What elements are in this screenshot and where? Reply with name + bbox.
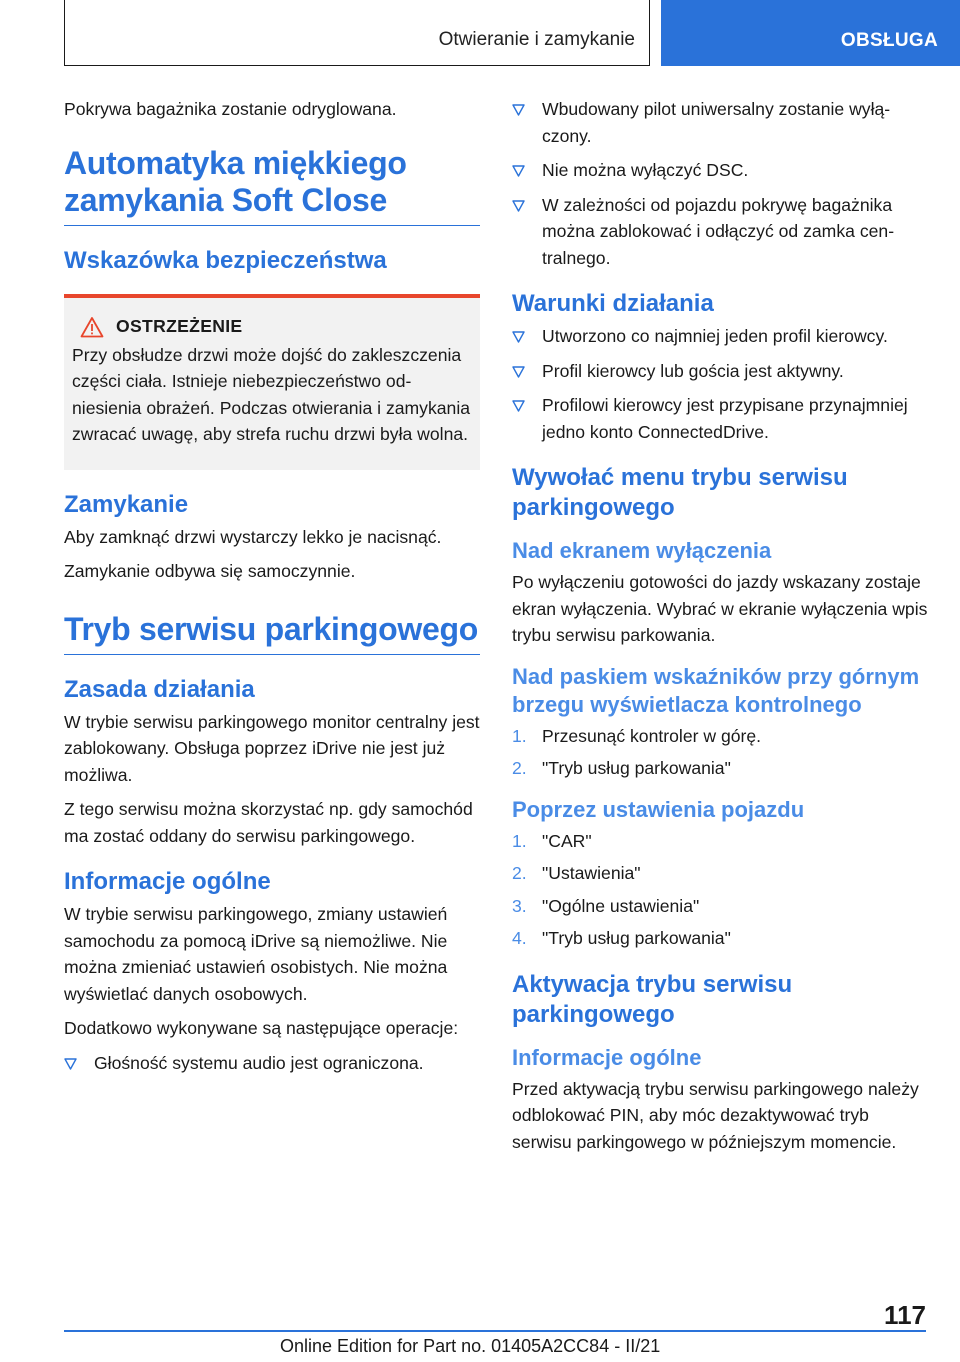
section-title-box [64,0,650,66]
step-number: 2. [512,863,527,883]
list-item-text: Utworzono co najmniej jeden profil kierowcy. [542,326,888,346]
closing-text-2: Zamykanie odbywa się samoczynnie. [64,561,356,581]
heading-general-info: Informacje ogólne [64,868,271,895]
triangle-bullet-icon [512,104,525,116]
step-text: "Tryb usług parkowania" [542,928,731,948]
steps-list-1 [512,723,928,782]
step-item [512,925,928,952]
closing-text-1: Aby zamknąć drzwi wystarczy lekko je nacisnąć. [64,526,442,547]
step-text: "CAR" [542,830,592,851]
heading-conditions: Warunki działania [512,290,714,317]
steps-list-2 [512,828,928,952]
right-bullet-list-2 [512,323,928,445]
footer-edition: Online Edition for Part no. 01405A2CC84 - II/21 [280,1336,661,1356]
list-item [512,96,928,149]
left-column [64,96,480,1086]
principle-text-1: W trybie serwisu parkingowego monitor centralny jest zablokowany. Obsługa poprzez iDrive nie jest już możliwa. [64,711,480,785]
footer-divider [64,1330,926,1332]
heading-closing: Zamykanie [64,490,189,518]
principle-text-2: Z tego serwisu można skorzystać np. gdy samochód ma zostać oddany do serwisu parkingowego. [64,799,473,846]
chapter-tab-label: OBSŁUGA [840,30,938,51]
list-item-text: Głośność systemu audio jest ograniczona. [94,1052,424,1073]
heading-call-menu: Wywołać menu trybu serwisu parkingowego [512,464,848,521]
list-item-text: Profilowi kierowcy jest przypisane przynajmniej jedno konto ConnectedDrive. [542,395,908,442]
heading-principle: Zasada działania [64,675,255,703]
triangle-bullet-icon [64,1058,77,1070]
heading-parking-service: Tryb serwisu parkingowego [64,611,480,655]
step-item [512,755,928,782]
general-text-1: W trybie serwisu parkingowego, zmiany ustawień samochodu za pomocą iDrive są niemożliwe. Nie można zmieniać ustawień osobistych. Nie można wyświetlać danych osobowych. [64,904,448,1004]
step-text: Przesunąć kontroler w górę. [542,725,762,746]
list-item-text: Profil kierowcy lub gościa jest aktywny. [542,360,844,381]
list-item [512,323,928,350]
warning-title: OSTRZEŻENIE [116,316,243,336]
step-item [512,860,928,887]
list-item-text: W zależności od pojazdu pokrywę bagażnika można zablokować i odłączyć od zamka centralnego. [542,194,895,268]
list-item [64,1050,480,1077]
step-number: 3. [512,895,527,916]
heading-soft-close: Automatyka miękkiego zamykania Soft Close [64,145,480,226]
general-text-2: Dodatkowo wykonywane są następujące operacje: [64,1018,459,1038]
step-text: "Ogólne ustawienia" [542,895,700,916]
heading-activation: Aktywacja trybu serwisu parkingowego [512,970,793,1028]
section-title: Otwieranie i zamykanie [438,29,635,50]
list-item [512,192,928,272]
heading-safety: Wskazówka bezpieczeństwa [64,246,387,274]
step-text: "Ustawienia" [542,863,641,883]
step-text: "Tryb usług parkowania" [542,758,731,778]
triangle-bullet-icon [512,400,525,412]
right-bullet-list-1 [512,96,928,271]
page-header [0,0,960,66]
warning-box [64,294,480,470]
page-number: 117 [884,1300,926,1330]
right-column [512,96,928,1163]
step-number: 2. [512,758,527,778]
step-number: 1. [512,725,527,746]
off-screen-text: Po wyłączeniu gotowości do jazdy wskazany zostaje ekran wyłączenia. Wybrać w ekranie wyłączenia wpis trybu serwisu parkowania. [512,572,928,645]
warning-triangle-icon [80,316,104,338]
chapter-tab [661,0,960,66]
step-number: 1. [512,830,527,851]
triangle-bullet-icon [512,331,525,343]
intro-text: Pokrywa bagażnika zostanie odryglowana. [64,99,397,119]
triangle-bullet-icon [512,366,525,378]
heading-general-info-2: Informacje ogólne [512,1044,702,1070]
list-item-text: Wbudowany pilot uniwersalny zostanie wyłączony. [542,99,891,146]
step-number: 4. [512,928,527,948]
warning-header [72,316,472,338]
warning-text: Przy obsłudze drzwi może dojść do zakleszczenia części ciała. Istnieje niebezpieczeństwo odniesienia obrażeń. Podczas otwierania i zamykania zwracać uwagę, aby strefa ruchu drzwi była wolna. [72,344,471,444]
list-item [512,392,928,445]
list-item [512,157,928,184]
step-item [512,723,928,750]
general2-text: Przed aktywacją trybu serwisu parkingowego należy odblokować PIN, aby móc dezaktywować tryb serwisu parkingowego w późniejszym momencie. [512,1078,919,1152]
heading-vehicle-settings: Poprzez ustawienia pojazdu [512,796,805,822]
list-item-text: Nie można wyłączyć DSC. [542,160,749,180]
triangle-bullet-icon [512,200,525,212]
triangle-bullet-icon [512,165,525,177]
heading-off-screen: Nad ekranem wyłączenia [512,538,772,563]
list-item [512,358,928,385]
step-item [512,893,928,920]
step-item [512,828,928,855]
heading-indicator-bar: Nad paskiem wskaźników przy górnym brzegu wyświetlacza kontrolnego [512,663,920,717]
left-bullet-list [64,1050,480,1077]
